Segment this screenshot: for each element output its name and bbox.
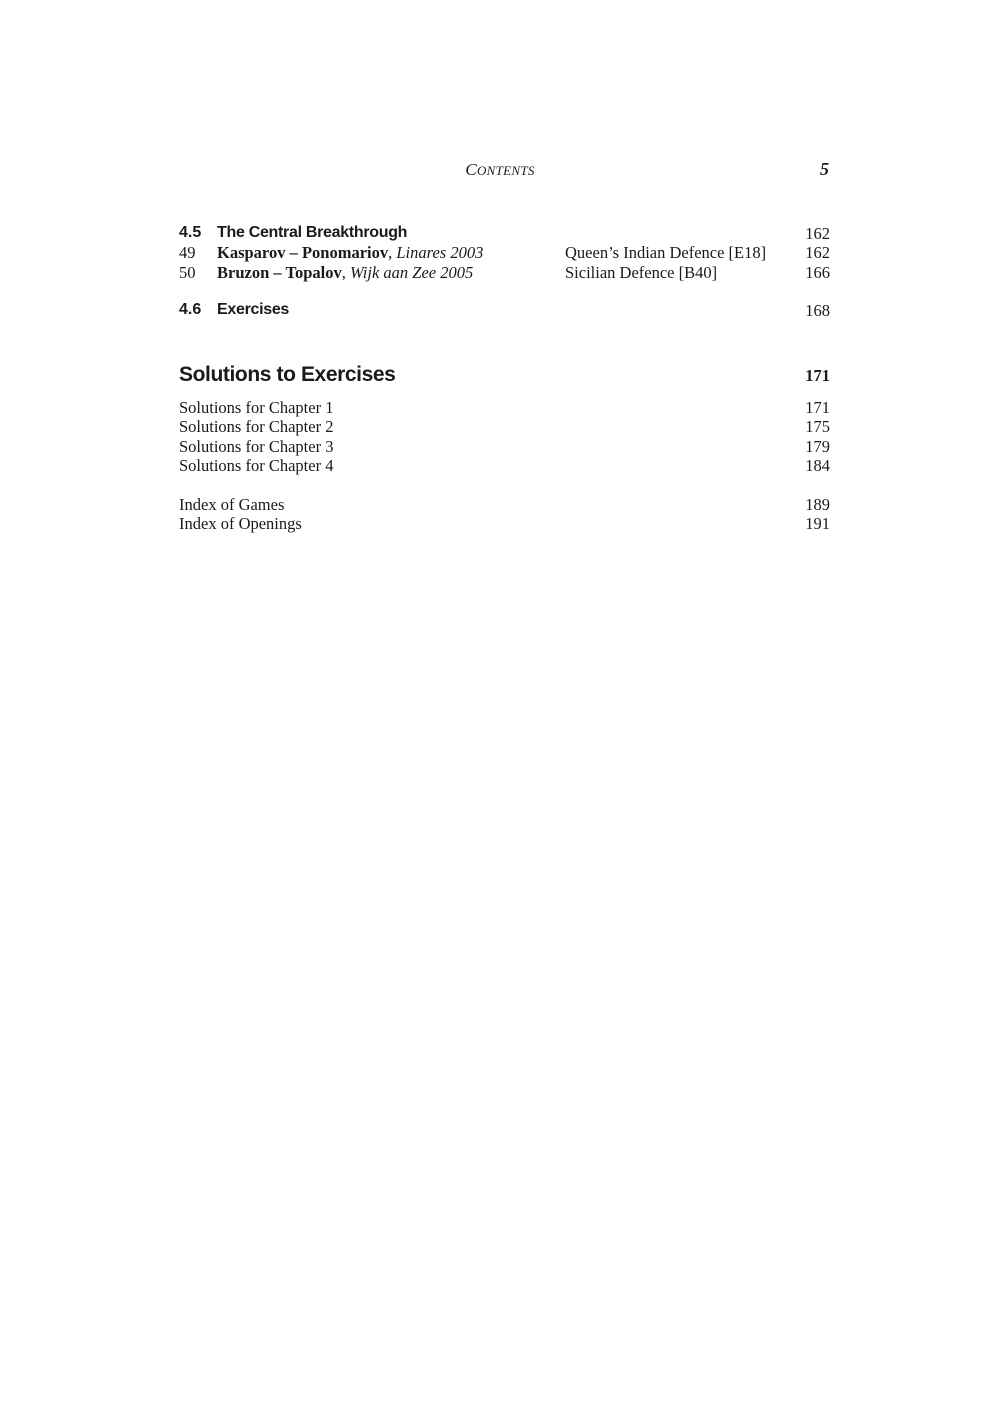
game-number: 49 <box>179 243 196 262</box>
running-header-title: CONTENTS <box>465 160 535 179</box>
solutions-item-page[interactable]: 184 <box>805 456 830 475</box>
solutions-item-label: Solutions for Chapter 4 <box>179 456 334 475</box>
section-title: The Central Breakthrough <box>217 224 408 241</box>
game-number: 50 <box>179 263 196 282</box>
section-title: Exercises <box>217 301 290 318</box>
solutions-item-page[interactable]: 171 <box>805 398 830 417</box>
index-item-label: Index of Games <box>179 495 285 514</box>
index-item-label: Index of Openings <box>179 514 302 533</box>
game-event: Wijk aan Zee 2005 <box>349 263 474 282</box>
solutions-item-page[interactable]: 179 <box>805 437 830 456</box>
index-item-page[interactable]: 189 <box>805 495 830 514</box>
game-entry[interactable]: Kasparov – Ponomariov, Linares 2003 <box>217 243 484 262</box>
section-page[interactable]: 168 <box>805 301 830 320</box>
page-number: 5 <box>820 159 829 179</box>
game-page[interactable]: 162 <box>805 243 830 262</box>
solutions-item-label: Solutions for Chapter 3 <box>179 437 334 456</box>
game-event: Linares 2003 <box>396 243 484 262</box>
chapter-page[interactable]: 171 <box>805 366 830 385</box>
solutions-item-page[interactable]: 175 <box>805 417 830 436</box>
game-page[interactable]: 166 <box>805 263 830 282</box>
section-page[interactable]: 162 <box>805 224 830 243</box>
game-entry[interactable]: Bruzon – Topalov, Wijk aan Zee 2005 <box>217 263 474 282</box>
section-number: 4.5 <box>179 224 202 241</box>
game-players: Bruzon – Topalov <box>217 263 342 282</box>
solutions-item-label: Solutions for Chapter 2 <box>179 417 334 436</box>
index-item-page[interactable]: 191 <box>805 514 830 533</box>
game-opening: Sicilian Defence [B40] <box>565 263 718 282</box>
game-opening: Queen’s Indian Defence [E18] <box>565 243 767 262</box>
chapter-heading: Solutions to Exercises <box>179 363 396 386</box>
section-number: 4.6 <box>179 301 202 318</box>
solutions-item-label: Solutions for Chapter 1 <box>179 398 334 417</box>
game-players: Kasparov – Ponomariov <box>217 243 389 262</box>
